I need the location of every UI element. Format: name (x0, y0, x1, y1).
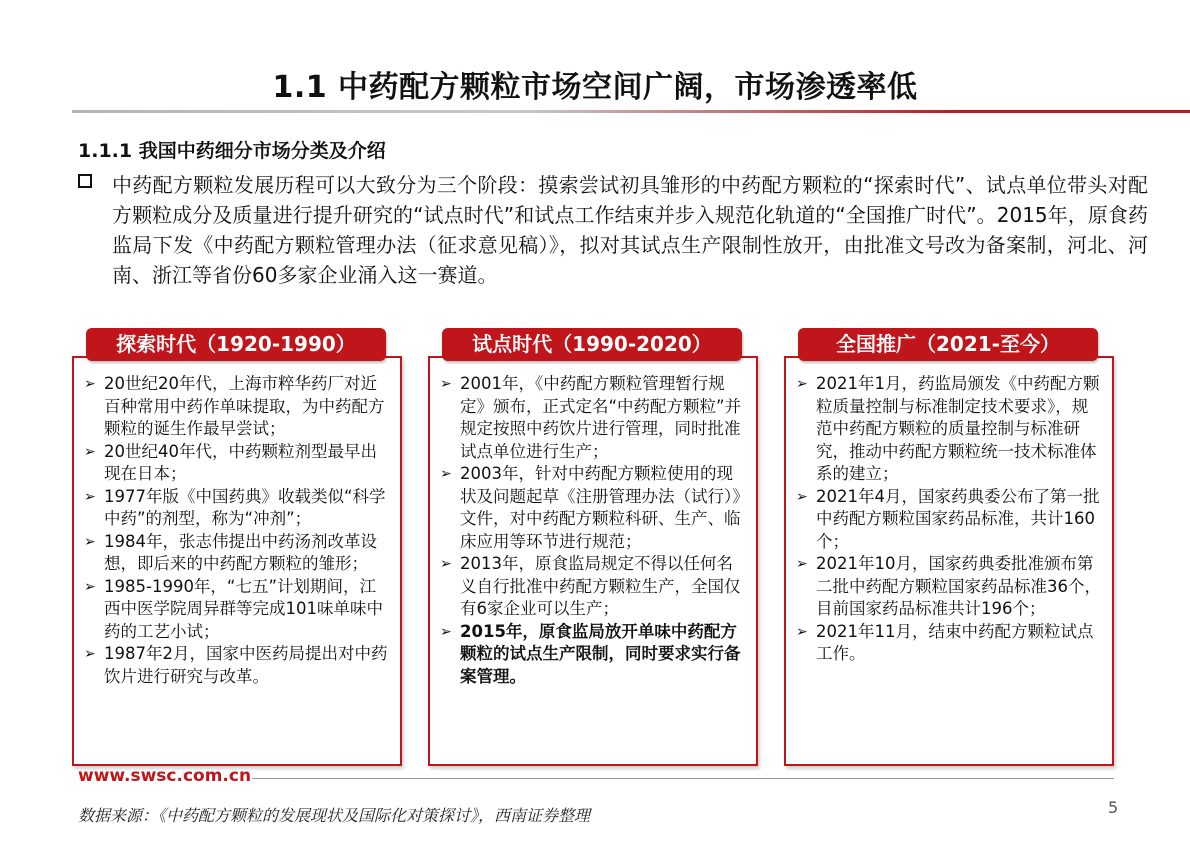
intro-text: 中药配方颗粒发展历程可以大致分为三个阶段：摸索尝试初具雏形的中药配方颗粒的“探索时代”、试点单位带头对配方颗粒成分及质量进行提升研究的“试点时代”和试点工作结束并步入规范化轨道的“全国推广时代”。2015年，原食药监局下发《中药配方颗粒管理办法（征求意见稿）》，拟对其试点生产限制性放开，由批准文号改为备案制，河北、河南、浙江等省份60多家企业涌入这一赛道。 (112, 173, 1148, 287)
arrow-bullet-icon: ➢ (84, 533, 96, 550)
column-header: 全国推广（2021-至今） (798, 328, 1098, 361)
timeline-item (84, 531, 390, 576)
timeline-item-text: 20世纪20年代，上海市粹华药厂对近百种常用中药作单味提取，为中药配方颗粒的诞生作最早尝试； (104, 374, 385, 438)
column-header: 试点时代（1990-2020） (442, 328, 742, 361)
data-source-note: 数据来源：《中药配方颗粒的发展现状及国际化对策探讨》，西南证券整理 (78, 806, 591, 825)
timeline-item (440, 621, 746, 689)
timeline-item (84, 441, 390, 486)
arrow-bullet-icon: ➢ (796, 488, 808, 505)
arrow-bullet-icon: ➢ (84, 646, 96, 662)
arrow-bullet-icon: ➢ (796, 556, 808, 572)
website-link[interactable]: www.swsc.com.cn (78, 766, 252, 786)
square-bullet-icon (78, 174, 92, 188)
arrow-bullet-icon: ➢ (84, 488, 96, 505)
title-divider (72, 110, 1190, 113)
arrow-bullet-icon: ➢ (796, 376, 808, 392)
timeline-item-text: 2003年，针对中药配方颗粒使用的现状及问题起草《注册管理办法（试行）》文件，对中药配方颗粒科研、生产、临床应用等环节进行规范； (460, 464, 741, 551)
arrow-bullet-icon: ➢ (440, 556, 452, 572)
timeline-list (84, 373, 390, 688)
timeline-item (796, 621, 1102, 666)
section-subheading: 1.1.1 我国中药细分市场分类及介绍 (78, 140, 386, 162)
timeline-item (440, 553, 746, 621)
timeline-list (796, 373, 1102, 666)
column-box (428, 356, 758, 766)
column-header: 探索时代（1920-1990） (86, 328, 386, 361)
timeline-item-text: 1987年2月，国家中医药局提出对中药饮片进行研究与改革。 (104, 644, 388, 686)
timeline-item (796, 486, 1102, 554)
timeline-item (84, 486, 390, 531)
timeline-item-text: 20世纪40年代，中药颗粒剂型最早出现在日本； (104, 441, 377, 483)
arrow-bullet-icon: ➢ (84, 578, 96, 595)
timeline-item-text: 2001年，《中药配方颗粒管理暂行规定》颁布，正式定名“中药配方颗粒”并规定按照中药饮片进行管理，同时批准试点单位进行生产； (460, 374, 742, 461)
footer-divider (252, 778, 1114, 779)
timeline-item-text: 2015年，原食监局放开单味中药配方颗粒的试点生产限制，同时要求实行备案管理。 (460, 621, 741, 686)
arrow-bullet-icon: ➢ (440, 376, 452, 392)
timeline-item (440, 373, 746, 463)
arrow-bullet-icon: ➢ (796, 623, 808, 640)
timeline-item (796, 373, 1102, 486)
timeline-item-text: 2021年1月，药监局颁发《中药配方颗粒质量控制与标准制定技术要求》，规范中药配方颗粒的质量控制与标准研究，推动中药配方颗粒统一技术标准体系的建立； (816, 374, 1100, 483)
timeline-item-text: 2013年，原食监局规定不得以任何名义自行批准中药配方颗粒生产，全国仅有6家企业可以生产； (460, 554, 741, 618)
arrow-bullet-icon: ➢ (84, 376, 96, 392)
timeline-item-text: 1985-1990年，“七五”计划期间，江西中医学院周异群等完成101味单味中药的工艺小试； (104, 576, 383, 641)
intro-paragraph (78, 170, 1148, 290)
timeline-item (796, 553, 1102, 621)
arrow-bullet-icon: ➢ (440, 623, 452, 640)
column-box (784, 356, 1114, 766)
timeline-item (440, 463, 746, 553)
timeline-item-text: 1977年版《中国药典》收载类似“科学中药”的剂型，称为“冲剂”； (104, 486, 386, 528)
timeline-item-text: 2021年4月，国家药典委公布了第一批中药配方颗粒国家药品标准，共计160个； (816, 486, 1100, 551)
arrow-bullet-icon: ➢ (440, 466, 452, 482)
arrow-bullet-icon: ➢ (84, 443, 96, 460)
column-box (72, 356, 402, 766)
page-title: 1.1 中药配方颗粒市场空间广阔，市场渗透率低 (272, 70, 918, 105)
timeline-item-text: 2021年11月，结束中药配方颗粒试点工作。 (816, 621, 1094, 663)
timeline-item-text: 2021年10月，国家药典委批准颁布第二批中药配方颗粒国家药品标准36个，目前国家药品标准共计196个； (816, 554, 1101, 618)
timeline-item (84, 576, 390, 644)
timeline-item (84, 373, 390, 441)
page-number: 5 (1108, 798, 1119, 817)
timeline-item (84, 643, 390, 688)
timeline-list (440, 373, 746, 688)
timeline-item-text: 1984年，张志伟提出中药汤剂改革设想，即后来的中药配方颗粒的雏形； (104, 531, 377, 573)
